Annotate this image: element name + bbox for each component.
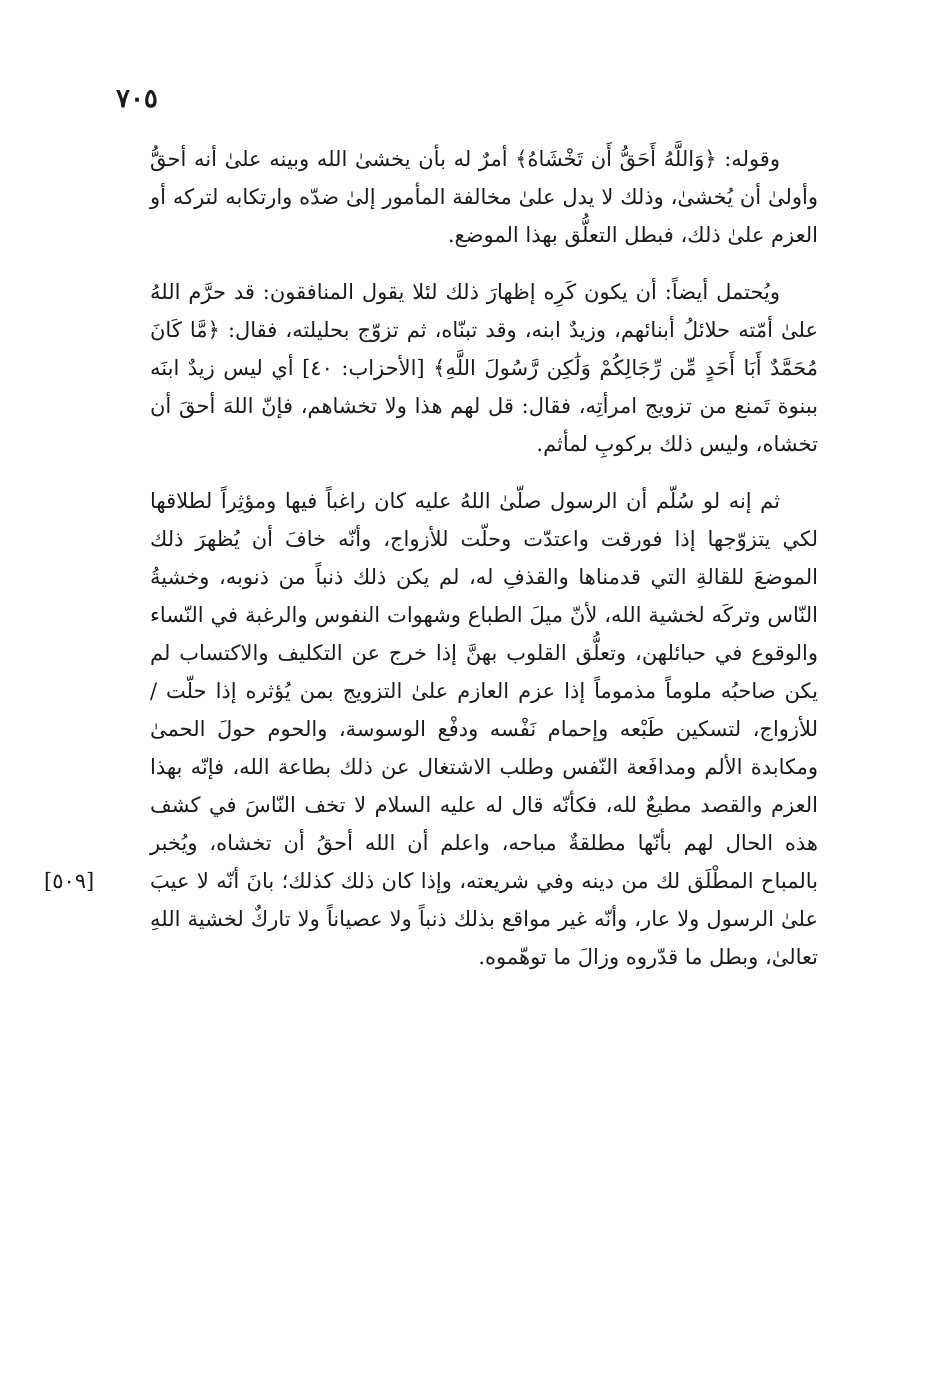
page-number: ٧٠٥: [116, 84, 158, 114]
margin-page-reference: [٥٠٩]: [44, 869, 95, 893]
paragraph-1: وقوله: ﴿وَاللَّهُ أَحَقُّ أَن تَخْشَاهُ﴾ أمرٌ له بأن يخشىٰ الله وبينه علىٰ أنه أحقُّ وأولىٰ أن يُخشىٰ، وذلك لا يدل علىٰ مخالفة المأمور إلىٰ ضدّه وارتكابه لتركه أو العزم علىٰ ذلك، فبطل التعلُّق بهذا الموضع.: [150, 147, 818, 247]
paragraph-2: ويُحتمل أيضاً: أن يكون كَرِه إظهارَ ذلك لئلا يقول المنافقون: قد حرَّم اللهُ علىٰ أمّته حلائلُ أبنائهم، وزيدٌ ابنه، وقد تبنّاه، ثم تزوّج بحليلته، فقال: ﴿مَّا كَانَ مُحَمَّدٌ أَبَا أَحَدٍ مِّن رِّجَالِكُمْ وَلَٰكِن رَّسُولَ اللَّهِ﴾ [الأحزاب: ٤٠] أي ليس زيدٌ ابنَه ببنوة تَمنع من تزويج امرأتِه، فقال: قل لهم هذا ولا تخشاهم، فإنّ اللهَ أحقَ أن تخشاه، وليس ذلك بركوبِ لمأثم.: [150, 280, 818, 456]
page-body: [150, 140, 818, 976]
paragraph-3: ثم إنه لو سُلّم أن الرسول صلّىٰ اللهُ عليه كان راغباً فيها ومؤثِراً لطلاقها لكي يتزوّجها إذا فورقت واعتدّت وحلّت للأزواج، وأنّه خافَ أن يُظهرَ ذلك الموضعَ للقالةِ التي قدمناها والقذفِ له، لم يكن ذلك ذنباً من ذنوبه، وخشيةُ النّاس وتركَه لخشية الله، لأنّ ميلَ الطباع وشهوات النفوس والرغبة في النّساء والوقوع في حبائلهن، وتعلُّق القلوب بهنَّ إذا خرج عن التكليف والاكتساب لم يكن صاحبُه ملوماً مذموماً إذا عزم العازم علىٰ التزويج بمن يُؤثره إذا حلّت / للأزواج، لتسكين طَبْعه وإحمام نَفْسه ودفْع الوسوسة، والحوم حولَ الحمىٰ ومكابدة الألم ومدافَعة النّفس وطلب الاشتغال عن ذلك بطاعة الله، فإنّه بهذا العزم والقصد مطيعٌ لله، فكأنّه قال له عليه السلام لا تخف النّاسَ في كشف هذه الحال لهم بأنّها مطلقةٌ مباحه، واعلم أن الله أحقُ أن تخشاه، ويُخبر بالمباح المطْلَق لك من دينه وفي شريعته، وإذا كان ذلك كذلك؛ بانَ أنّه لا عيبَ علىٰ الرسول ولا عار، وأنّه غير مواقع بذلك ذنباً ولا عصياناً ولا تاركٌ لخشية اللهِ تعالىٰ، وبطل ما قدّروه وزالَ ما توهّموه.: [150, 489, 819, 969]
